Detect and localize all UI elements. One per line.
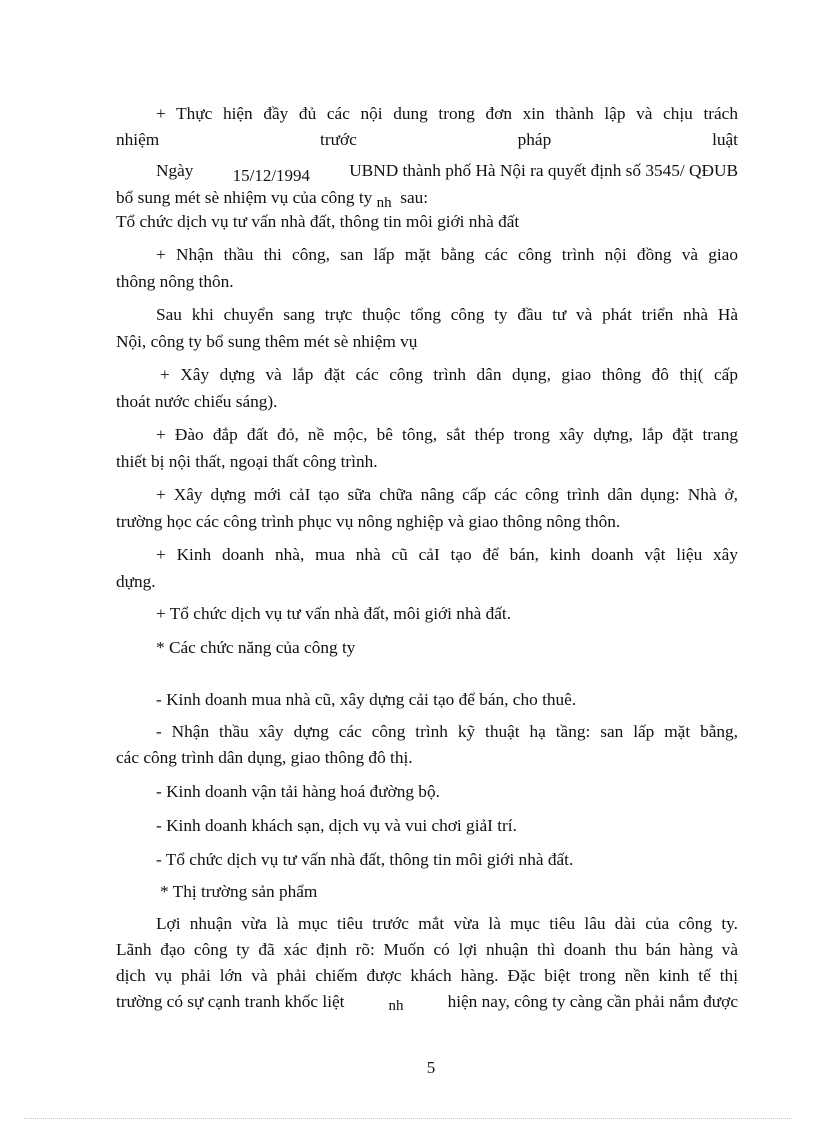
text-line: thiết bị nội thất, ngoại thất công trình. bbox=[116, 452, 378, 471]
text-line: * Thị trường sản phẩm bbox=[160, 882, 318, 901]
text-line bbox=[156, 160, 738, 185]
text-line-justified bbox=[116, 129, 738, 151]
text-line: - Tổ chức dịch vụ tư vấn nhà đất, thông tin môi giới nhà đất. bbox=[156, 850, 574, 869]
text-span: nh bbox=[388, 998, 404, 1014]
text-line: - Kinh doanh khách sạn, dịch vụ và vui chơi giảI trí. bbox=[156, 816, 517, 835]
text-line: Nội, công ty bổ sung thêm mét sè nhiệm vụ bbox=[116, 332, 418, 351]
text-line: - Kinh doanh vận tải hàng hoá đường bộ. bbox=[156, 782, 440, 801]
text-line: thoát nước chiếu sáng). bbox=[116, 392, 278, 411]
text-line: dịch vụ phải lớn và phải chiếm được khách hàng. Đặc biệt trong nền kinh tế thị bbox=[116, 966, 738, 985]
text-span: nh bbox=[376, 195, 392, 211]
text-line: + Đào đắp đất đỏ, nề mộc, bê tông, sắt thép trong xây dựng, lắp đặt trang bbox=[156, 425, 738, 444]
text-span: sau: bbox=[400, 188, 429, 207]
text-line bbox=[116, 991, 738, 1013]
text-line: trường học các công trình phục vụ nông nghiệp và giao thông nông thôn. bbox=[116, 512, 621, 531]
word: pháp bbox=[517, 130, 552, 149]
text-span: hiện nay, công ty càng cần phải nắm được bbox=[447, 992, 738, 1011]
text-line: Sau khi chuyển sang trực thuộc tổng công ty đầu tư và phát triển nhà Hà bbox=[156, 305, 738, 324]
text-line bbox=[116, 187, 738, 210]
text-line: các công trình dân dụng, giao thông đô thị. bbox=[116, 748, 413, 767]
word: trước bbox=[320, 130, 357, 149]
text-line: Tổ chức dịch vụ tư vấn nhà đất, thông tin môi giới nhà đất bbox=[116, 212, 520, 231]
text-line: + Nhận thầu thi công, san lấp mặt bằng các công trình nội đồng và giao bbox=[156, 245, 738, 264]
word: Ngày bbox=[156, 161, 194, 180]
text-line: + Tổ chức dịch vụ tư vấn nhà đất, môi giới nhà đất. bbox=[156, 604, 512, 623]
text-line: dựng. bbox=[116, 572, 156, 591]
word: luật bbox=[712, 130, 738, 149]
text-line: thông nông thôn. bbox=[116, 272, 234, 291]
text-line: - Kinh doanh mua nhà cũ, xây dựng cải tạo để bán, cho thuê. bbox=[156, 690, 577, 709]
text-line: + Kinh doanh nhà, mua nhà cũ cảI tạo để bán, kinh doanh vật liệu xây bbox=[156, 545, 738, 564]
text-line: * Các chức năng của công ty bbox=[156, 638, 356, 657]
date-text: 15/12/1994 bbox=[232, 166, 311, 185]
word: nhiệm bbox=[116, 130, 160, 149]
text-span: trường có sự cạnh tranh khốc liệt bbox=[116, 992, 345, 1011]
text-line: + Thực hiện đầy đủ các nội dung trong đơn xin thành lập và chịu trách bbox=[156, 104, 738, 123]
text-span: bổ sung mét sè nhiệm vụ của công ty bbox=[116, 188, 373, 207]
footer-divider bbox=[24, 1118, 792, 1119]
text-line: + Xây dựng và lắp đặt các công trình dân dụng, giao thông đô thị( cấp bbox=[160, 365, 738, 384]
text-line: Lợi nhuận vừa là mục tiêu trước mắt vừa là mục tiêu lâu dài của công ty. bbox=[156, 914, 738, 933]
text-line: - Nhận thầu xây dựng các công trình kỹ thuật hạ tầng: san lấp mặt bằng, bbox=[156, 722, 738, 741]
page-number: 5 bbox=[426, 1058, 436, 1077]
text-span: UBND thành phố Hà Nội ra quyết định số 3545/ QĐUB bbox=[349, 161, 738, 180]
text-line: + Xây dựng mới cảI tạo sữa chữa nâng cấp các công trình dân dụng: Nhà ở, bbox=[156, 485, 738, 504]
text-line: Lãnh đạo công ty đã xác định rõ: Muốn có lợi nhuận thì doanh thu bán hàng và bbox=[116, 940, 738, 959]
